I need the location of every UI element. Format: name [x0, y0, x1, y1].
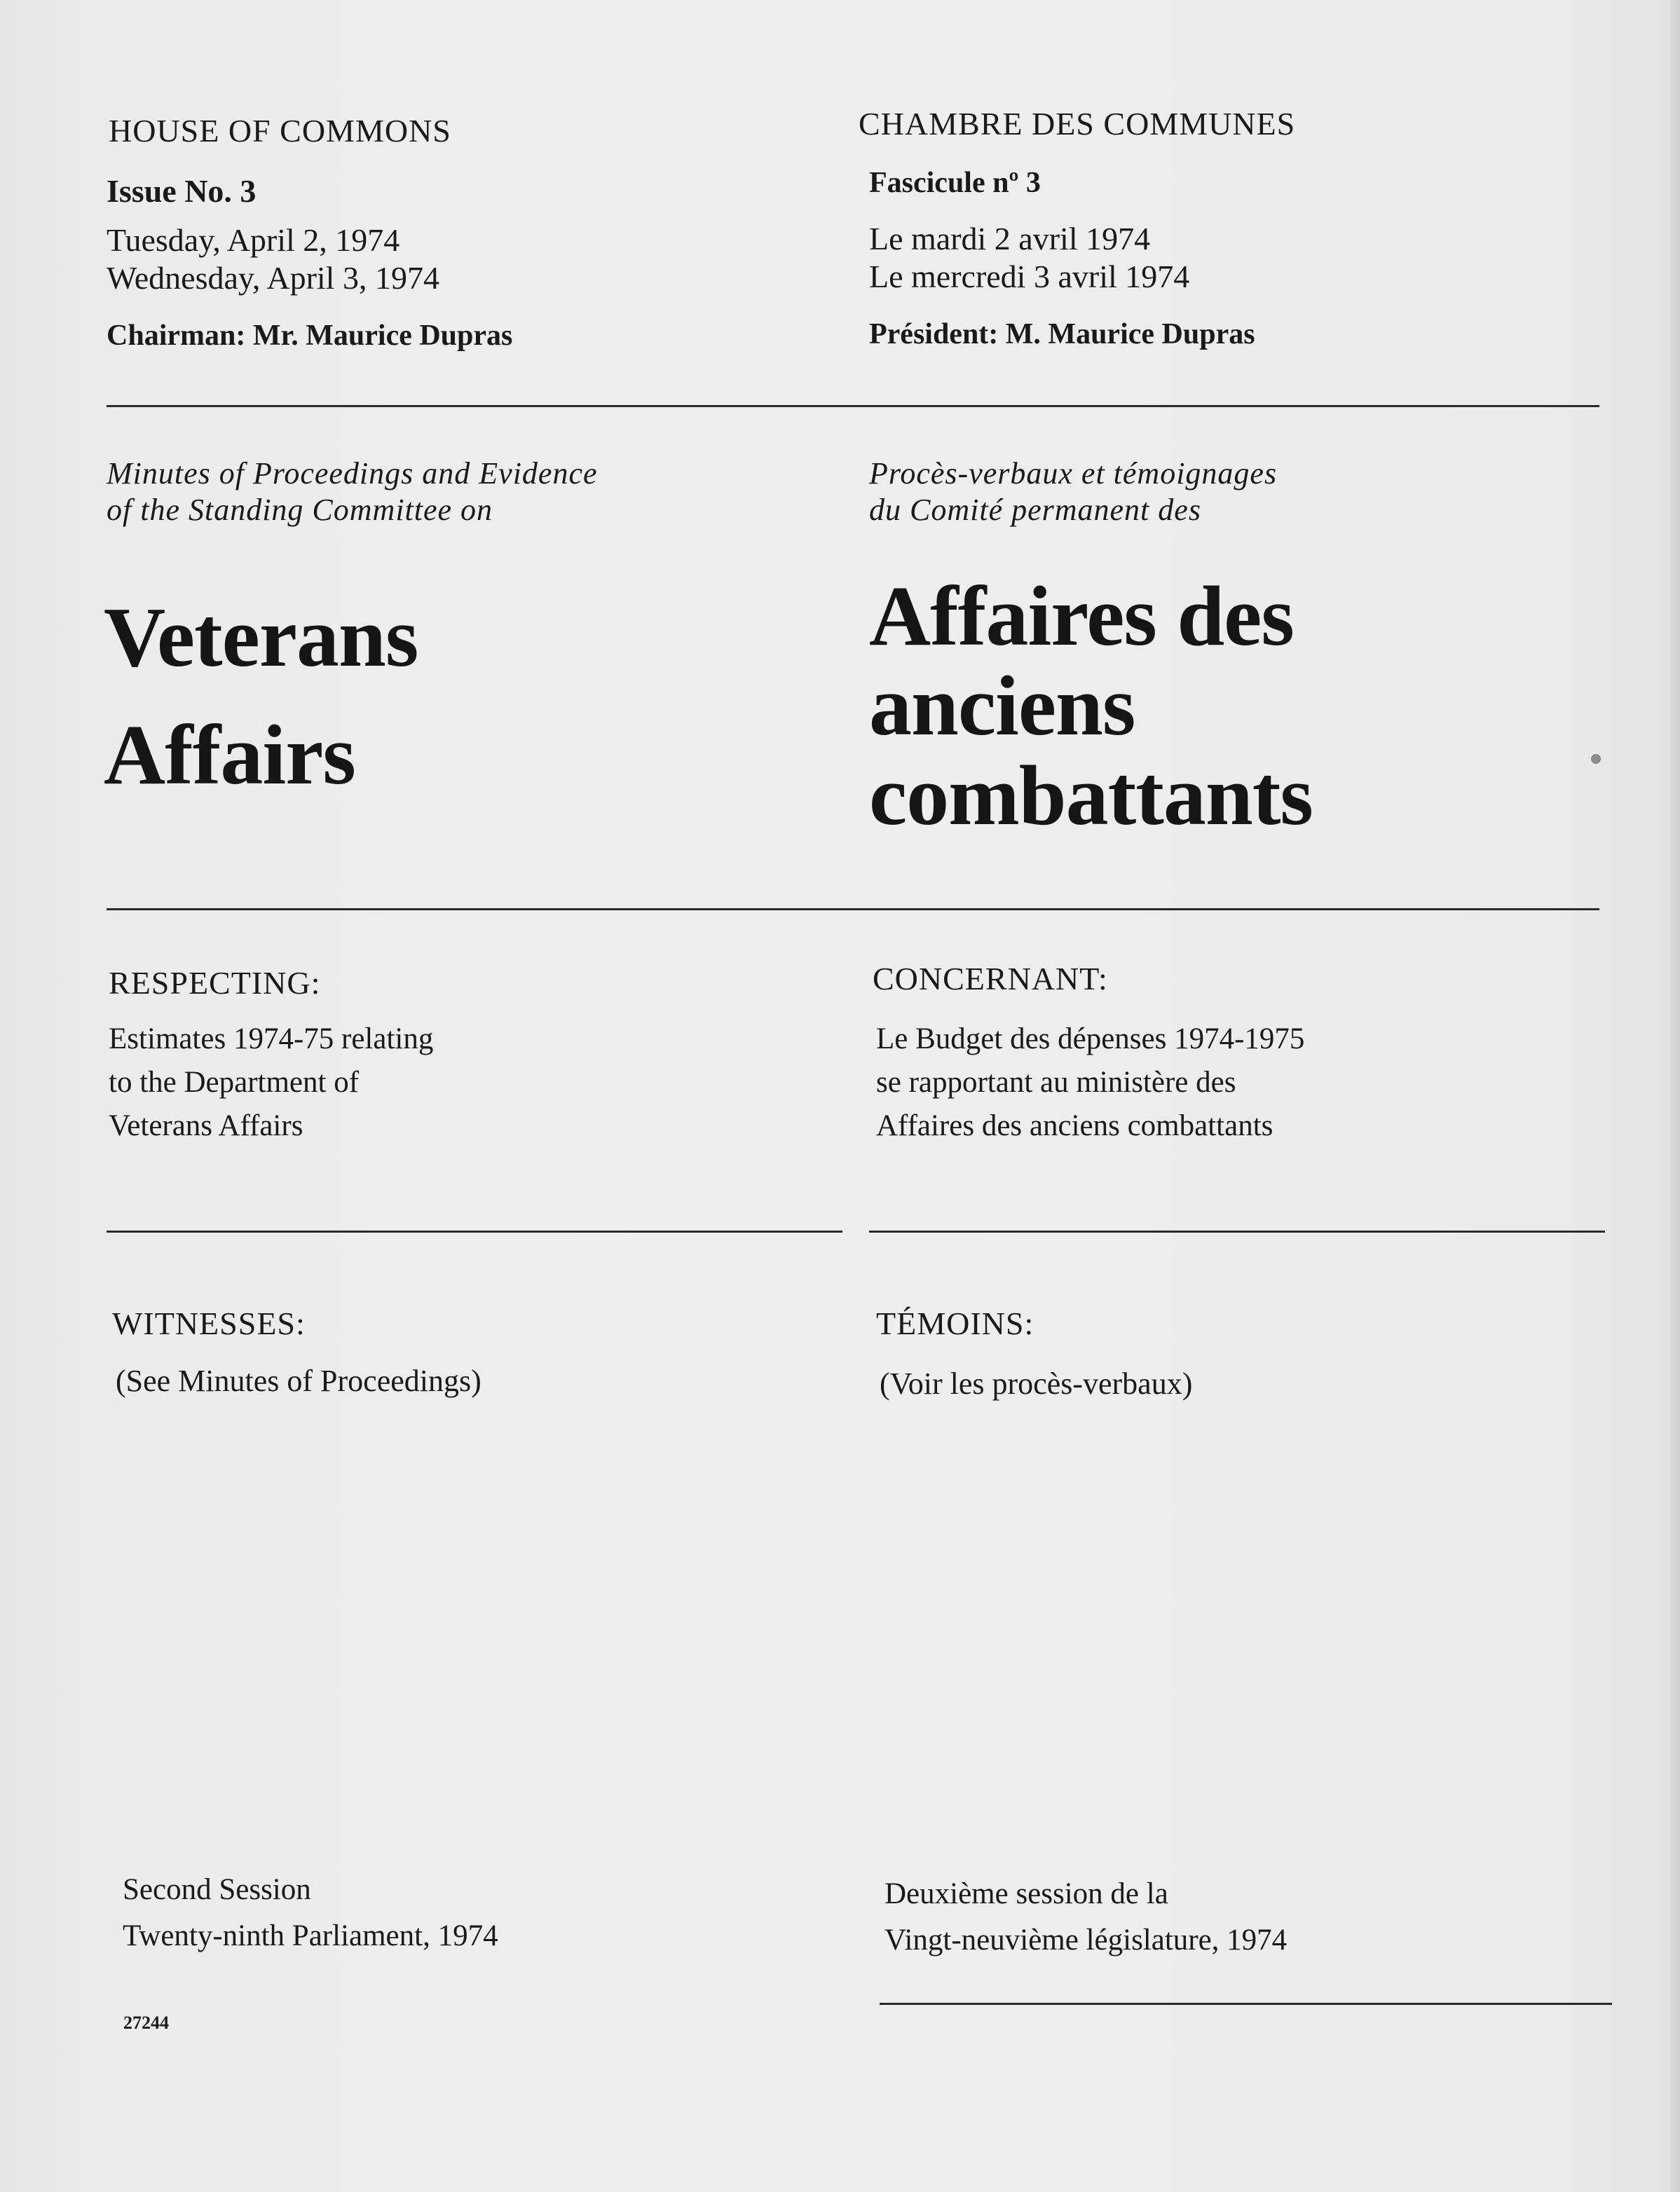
session-line-1: Second Session: [123, 1873, 311, 1906]
chambre-des-communes-heading: CHAMBRE DES COMMUNES: [859, 106, 1296, 142]
title-divider: [107, 908, 1599, 910]
house-of-commons-heading: HOUSE OF COMMONS: [109, 113, 451, 149]
session-fr-line-1: Deuxième session de la: [885, 1877, 1168, 1910]
issue-number: Issue No. 3: [107, 173, 257, 209]
proces-verbaux-subtitle: [869, 455, 1277, 528]
temoins-text: (Voir les procès-verbaux): [880, 1366, 1193, 1401]
committee-title-fr-line-1: Affaires des: [869, 569, 1294, 664]
meeting-date-2: Wednesday, April 3, 1974: [107, 260, 439, 296]
witnesses-text: (See Minutes of Proceedings): [116, 1364, 482, 1398]
committee-title-en: [104, 590, 418, 802]
committee-title-en-line-1: Veterans: [104, 590, 418, 685]
respecting-line-1: Estimates 1974-75 relating: [109, 1022, 434, 1055]
respecting-divider-right: [869, 1231, 1605, 1233]
witnesses-label: WITNESSES:: [112, 1306, 306, 1341]
concernant-text: [876, 1018, 1304, 1148]
temoins-label: TÉMOINS:: [876, 1306, 1034, 1341]
proces-verbaux-line-1: Procès-verbaux et témoignages: [869, 456, 1278, 491]
header-divider: [107, 405, 1599, 407]
meeting-date-1: Tuesday, April 2, 1974: [107, 222, 400, 258]
concernant-line-3: Affaires des anciens combattants: [876, 1109, 1273, 1142]
concernant-label: CONCERNANT:: [873, 961, 1108, 996]
session-divider: [880, 2003, 1612, 2005]
concernant-line-2: se rapportant au ministère des: [876, 1066, 1236, 1099]
session-fr-line-2: Vingt-neuvième législature, 1974: [885, 1924, 1288, 1957]
respecting-text: [109, 1018, 433, 1148]
minutes-subtitle-line-2: of the Standing Committee on: [107, 493, 493, 527]
committee-title-en-line-2: Affairs: [104, 708, 355, 802]
committee-title-fr-line-3: combattants: [869, 748, 1313, 843]
session-info-fr: [885, 1871, 1287, 1964]
meeting-date-fr-1: Le mardi 2 avril 1974: [869, 221, 1151, 256]
committee-title-fr-line-2: anciens: [869, 659, 1135, 753]
committee-title-fr: [869, 569, 1313, 843]
page-edge-shadow: [1670, 0, 1680, 2192]
meeting-date-fr-2: Le mercredi 3 avril 1974: [869, 259, 1190, 294]
respecting-line-2: to the Department of: [109, 1066, 360, 1099]
chairman-name: Chairman: Mr. Maurice Dupras: [107, 320, 513, 352]
minutes-subtitle: [107, 455, 598, 528]
respecting-label: RESPECTING:: [109, 965, 321, 1001]
president-name: Président: M. Maurice Dupras: [869, 318, 1255, 350]
page-code: 27244: [123, 2013, 169, 2033]
fascicule-number: Fascicule nº 3: [869, 167, 1041, 199]
paper-speck: [1591, 754, 1601, 764]
concernant-line-1: Le Budget des dépenses 1974-1975: [876, 1022, 1305, 1055]
session-line-2: Twenty-ninth Parliament, 1974: [123, 1919, 498, 1952]
respecting-divider-left: [107, 1231, 842, 1233]
session-info-en: [123, 1867, 498, 1959]
proces-verbaux-line-2: du Comité permanent des: [869, 493, 1201, 527]
respecting-line-3: Veterans Affairs: [109, 1109, 303, 1142]
minutes-subtitle-line-1: Minutes of Proceedings and Evidence: [107, 456, 598, 491]
